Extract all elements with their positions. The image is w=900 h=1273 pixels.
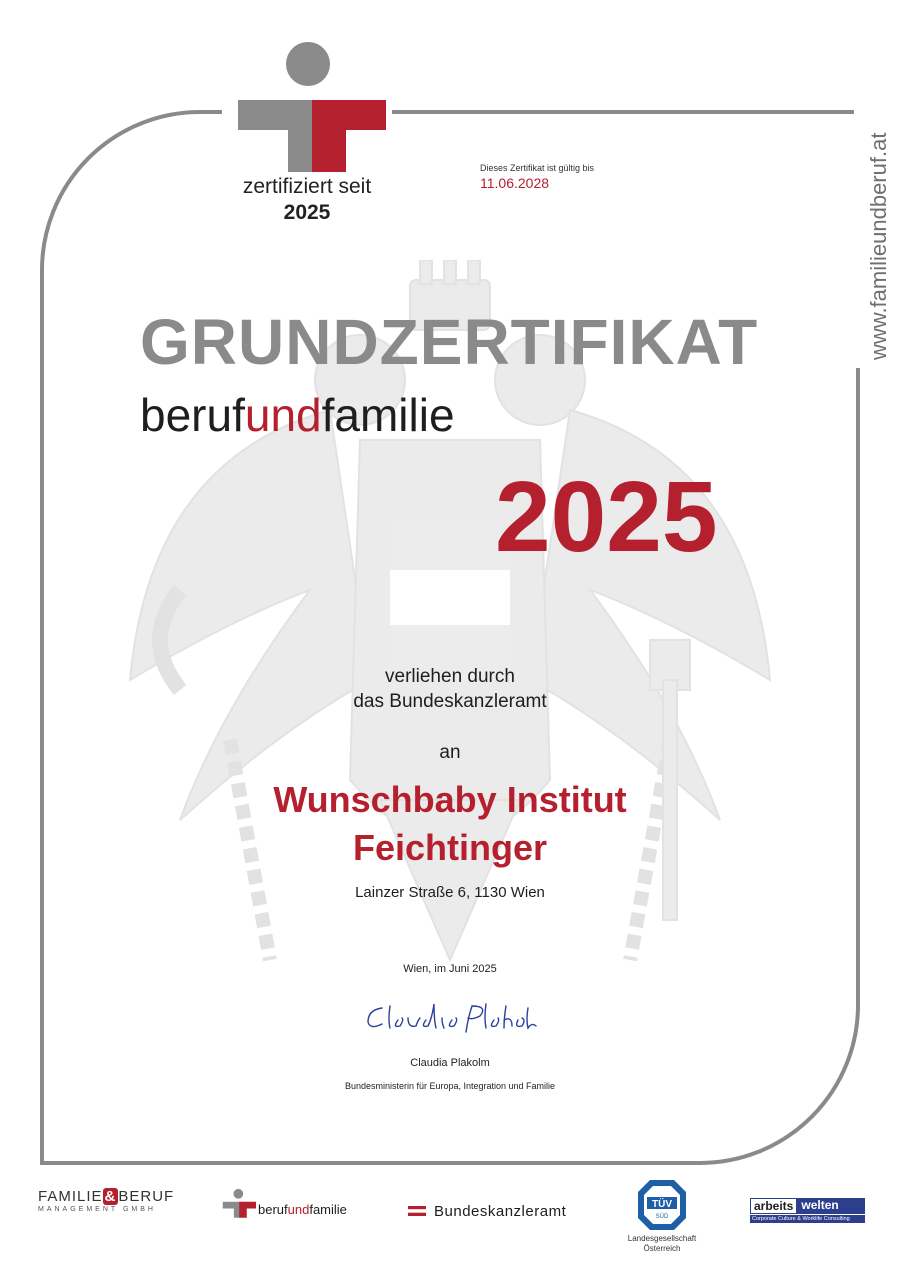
- tuv-submark-text: SÜD: [655, 1214, 669, 1220]
- tuv-subtitle-line1: Landesgesellschaft: [627, 1234, 697, 1243]
- arbeitswelten-part2: welten: [797, 1198, 865, 1214]
- familie-beruf-logo: [38, 1188, 178, 1228]
- familie-beruf-subtitle: MANAGEMENT GMBH: [38, 1206, 156, 1213]
- signer-name: Claudia Plakolm: [410, 1057, 490, 1069]
- subtitle-part-familie: familie: [321, 389, 455, 441]
- berufundfamilie-footer-logo: [222, 1188, 372, 1224]
- bundeskanzleramt-logo: [408, 1203, 588, 1223]
- arbeitswelten-part1: arbeits: [750, 1198, 797, 1214]
- certificate-year: 2025: [495, 461, 718, 573]
- bundeskanzleramt-wordmark: Bundeskanzleramt: [434, 1203, 567, 1220]
- validity-label: Dieses Zertifikat ist gültig bis: [480, 163, 595, 173]
- validity-date: 11.06.2028: [480, 175, 550, 191]
- arbeitswelten-logo: [750, 1198, 865, 1230]
- berufundfamilie-certified-badge: [222, 38, 392, 226]
- tuv-octagon-icon: [622, 1178, 702, 1234]
- tuv-subtitle: [622, 1234, 702, 1254]
- recipient-address: Lainzer Straße 6, 1130 Wien: [355, 884, 545, 901]
- certified-since-label: zertifiziert seit: [242, 175, 372, 198]
- familie-beruf-part1: FAMILIE: [38, 1188, 103, 1205]
- certificate-title: GRUNDZERTIFIKAT: [140, 306, 759, 378]
- arbeitswelten-wordmark: [750, 1198, 865, 1214]
- tuv-sud-logo: [622, 1178, 702, 1258]
- certified-since-year: 2025: [283, 201, 331, 224]
- certificate-subtitle: [140, 388, 455, 442]
- buf-part3: familie: [309, 1202, 347, 1217]
- austrian-flag-icon: [408, 1206, 426, 1216]
- awarded-by-line1: verliehen durch: [385, 666, 515, 687]
- subtitle-part-und: und: [244, 389, 322, 441]
- awarded-by: [150, 664, 750, 714]
- recipient-name: [150, 776, 750, 872]
- handwritten-signature: [360, 996, 540, 1036]
- to-label: an: [439, 742, 461, 763]
- place-date: Wien, im Juni 2025: [403, 963, 497, 975]
- berufundfamilie-small-icon: [222, 1188, 256, 1218]
- side-url: www.familieundberuf.at: [866, 132, 891, 360]
- familie-beruf-part2: BERUF: [118, 1188, 175, 1205]
- buf-part1: beruf: [258, 1202, 288, 1217]
- berufundfamilie-logo-icon: [236, 38, 386, 173]
- awarded-by-line2: das Bundeskanzleramt: [353, 691, 547, 712]
- tuv-mark-text: TÜV: [652, 1199, 672, 1210]
- tuv-subtitle-line2: Österreich: [643, 1244, 681, 1253]
- recipient-line1: Wunschbaby Institut: [273, 779, 627, 820]
- buf-part2: und: [287, 1202, 310, 1217]
- berufundfamilie-footer-wordmark: [258, 1202, 347, 1217]
- signer-role: Bundesministerin für Europa, Integration und Familie: [344, 1081, 556, 1091]
- familie-beruf-amp: &: [104, 1188, 117, 1205]
- arbeitswelten-subtitle: Corporate Culture & Worklife Consulting: [750, 1215, 865, 1223]
- subtitle-part-beruf: beruf: [140, 389, 245, 441]
- recipient-line2: Feichtinger: [352, 827, 548, 868]
- familie-beruf-wordmark: [38, 1188, 178, 1205]
